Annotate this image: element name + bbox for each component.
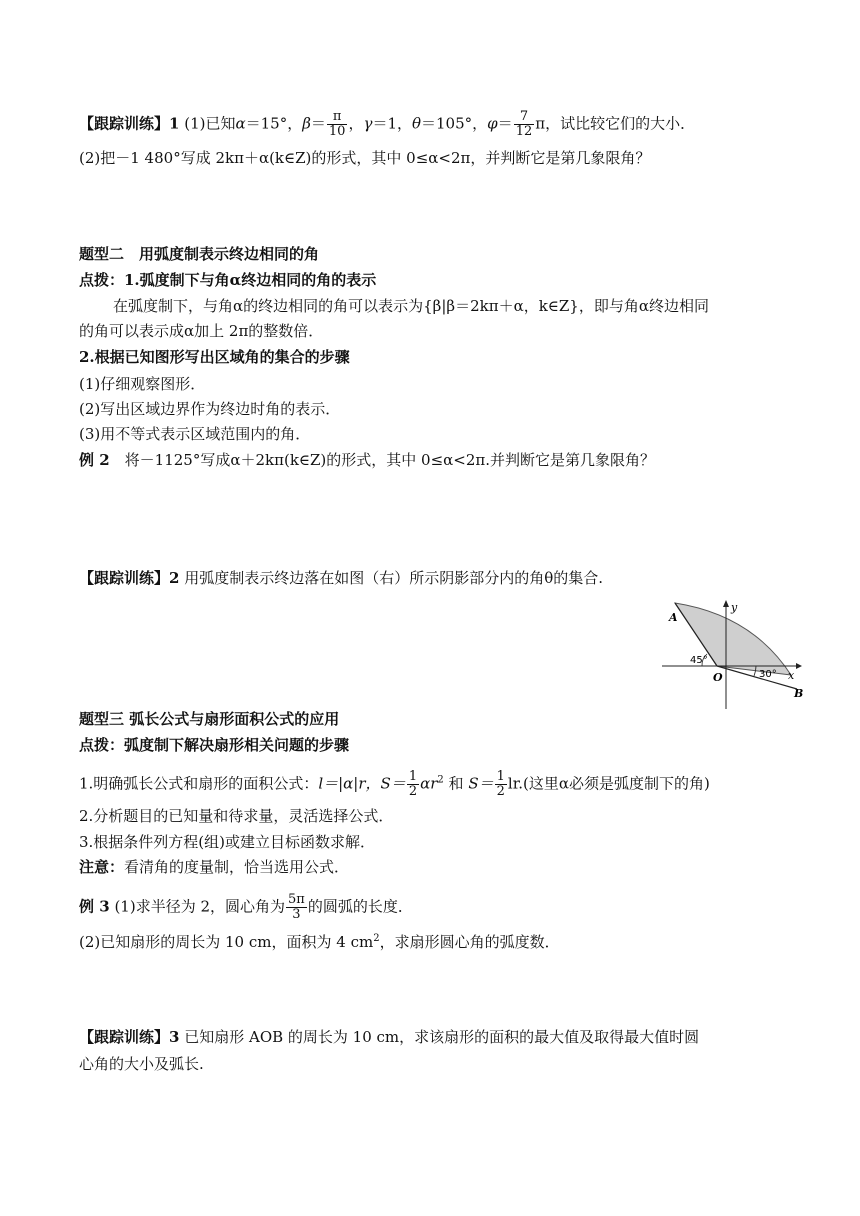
track-training-1-line-1: 【跟踪训练】1 (1)已知α＝15°，β＝ $\frac{\pi}{10}$ ，γ＝1，θ＝105°，φ＝ $\frac{7}{12}$ π，试比较它们的大小． — [79, 109, 696, 139]
tip-heading: 点拨：1.弧度制下与角α终边相同的角的表示 — [79, 271, 377, 289]
step-line: (1)仔细观察图形． — [79, 375, 206, 393]
tip-heading: 点拨：弧度制下解决扇形相关问题的步骤 — [79, 736, 350, 754]
example-3: 例 3 (1)求半径为 2，圆心角为 $\frac{5\pi}{3}$ 的圆弧的长度． — [79, 892, 413, 922]
label-y: y — [731, 601, 738, 614]
track-training-2: 【跟踪训练】2 用弧度制表示终边落在如图（右）所示阴影部分内的角θ的集合. — [79, 569, 604, 587]
note-line: 注意：看清角的度量制，恰当选用公式． — [79, 858, 350, 876]
label-45: 45° — [690, 655, 708, 666]
fraction: $\frac{1}{2}$ — [496, 769, 505, 799]
fraction: $\frac{1}{2}$ — [408, 769, 418, 799]
paragraph-line: 在弧度制下，与角α的终边相同的角可以表示为{β|β＝2kπ＋α，k∈Z}，即与角α终边相同 — [113, 297, 709, 315]
label-x: x — [788, 669, 795, 682]
track-training-label: 【跟踪训练】2 — [79, 569, 180, 587]
section-title: 题型三 弧长公式与扇形面积公式的应用 — [79, 710, 340, 728]
track-training-label: 【跟踪训练】1 — [79, 114, 180, 133]
label-a: A — [669, 611, 678, 624]
formula-line: 1.明确弧长公式和扇形的面积公式：l＝|α|r，S＝ $\frac{1}{2}$ $\alpha r^2$ 和 S＝ $\frac{1}{2}$ lr.(这里α必须是弧度制下的角) — [79, 769, 710, 799]
note-label: 注意： — [79, 858, 125, 876]
label-30: 30° — [759, 669, 777, 680]
y-axis-arrow — [723, 600, 729, 607]
section-title: 题型二 用弧度制表示终边相同的角 — [79, 245, 320, 263]
angle-region-figure — [662, 597, 812, 709]
fraction: $\frac{\pi}{10}$ — [328, 109, 346, 139]
fraction: $\frac{5\pi}{3}$ — [288, 892, 305, 922]
paragraph-line: 的角可以表示成α加上 2π的整数倍． — [79, 322, 324, 340]
example-label: 例 2 — [79, 451, 110, 469]
fraction: $\frac{7}{12}$ — [515, 109, 533, 139]
track-training-3-line-1: 【跟踪训练】3 已知扇形 AOB 的周长为 10 cm，求该扇形的面积的最大值及取得最大值时圆 — [79, 1028, 700, 1046]
step-line: 2.分析题目的已知量和待求量，灵活选择公式． — [79, 807, 394, 825]
x-axis-arrow — [796, 663, 802, 669]
example-label: 例 3 — [79, 897, 110, 916]
step-line: (2)写出区域边界作为终边时角的表示． — [79, 400, 341, 418]
example-3-part-2: (2)已知扇形的周长为 10 cm，面积为 4 $cm^2$，求扇形圆心角的弧度数． — [79, 933, 560, 951]
track-training-3-line-2: 心角的大小及弧长. — [79, 1055, 204, 1073]
step-line: 3.根据条件列方程(组)或建立目标函数求解． — [79, 833, 376, 851]
track-training-1-line-2: (2)把－1 480°写成 2kπ＋α(k∈Z)的形式，其中 0≤α<2π，并判断它是第几象限角？ — [79, 149, 651, 167]
subheading: 2.根据已知图形写出区域角的集合的步骤 — [79, 348, 350, 366]
step-line: (3)用不等式表示区域范围内的角． — [79, 425, 311, 443]
example-2: 例 2 将－1125°写成α＋2kπ(k∈Z)的形式，其中 0≤α<2π.并判断它是第几象限角？ — [79, 451, 656, 469]
label-o: O — [713, 671, 723, 684]
label-b: B — [794, 687, 804, 700]
track-training-label: 【跟踪训练】3 — [79, 1028, 180, 1046]
